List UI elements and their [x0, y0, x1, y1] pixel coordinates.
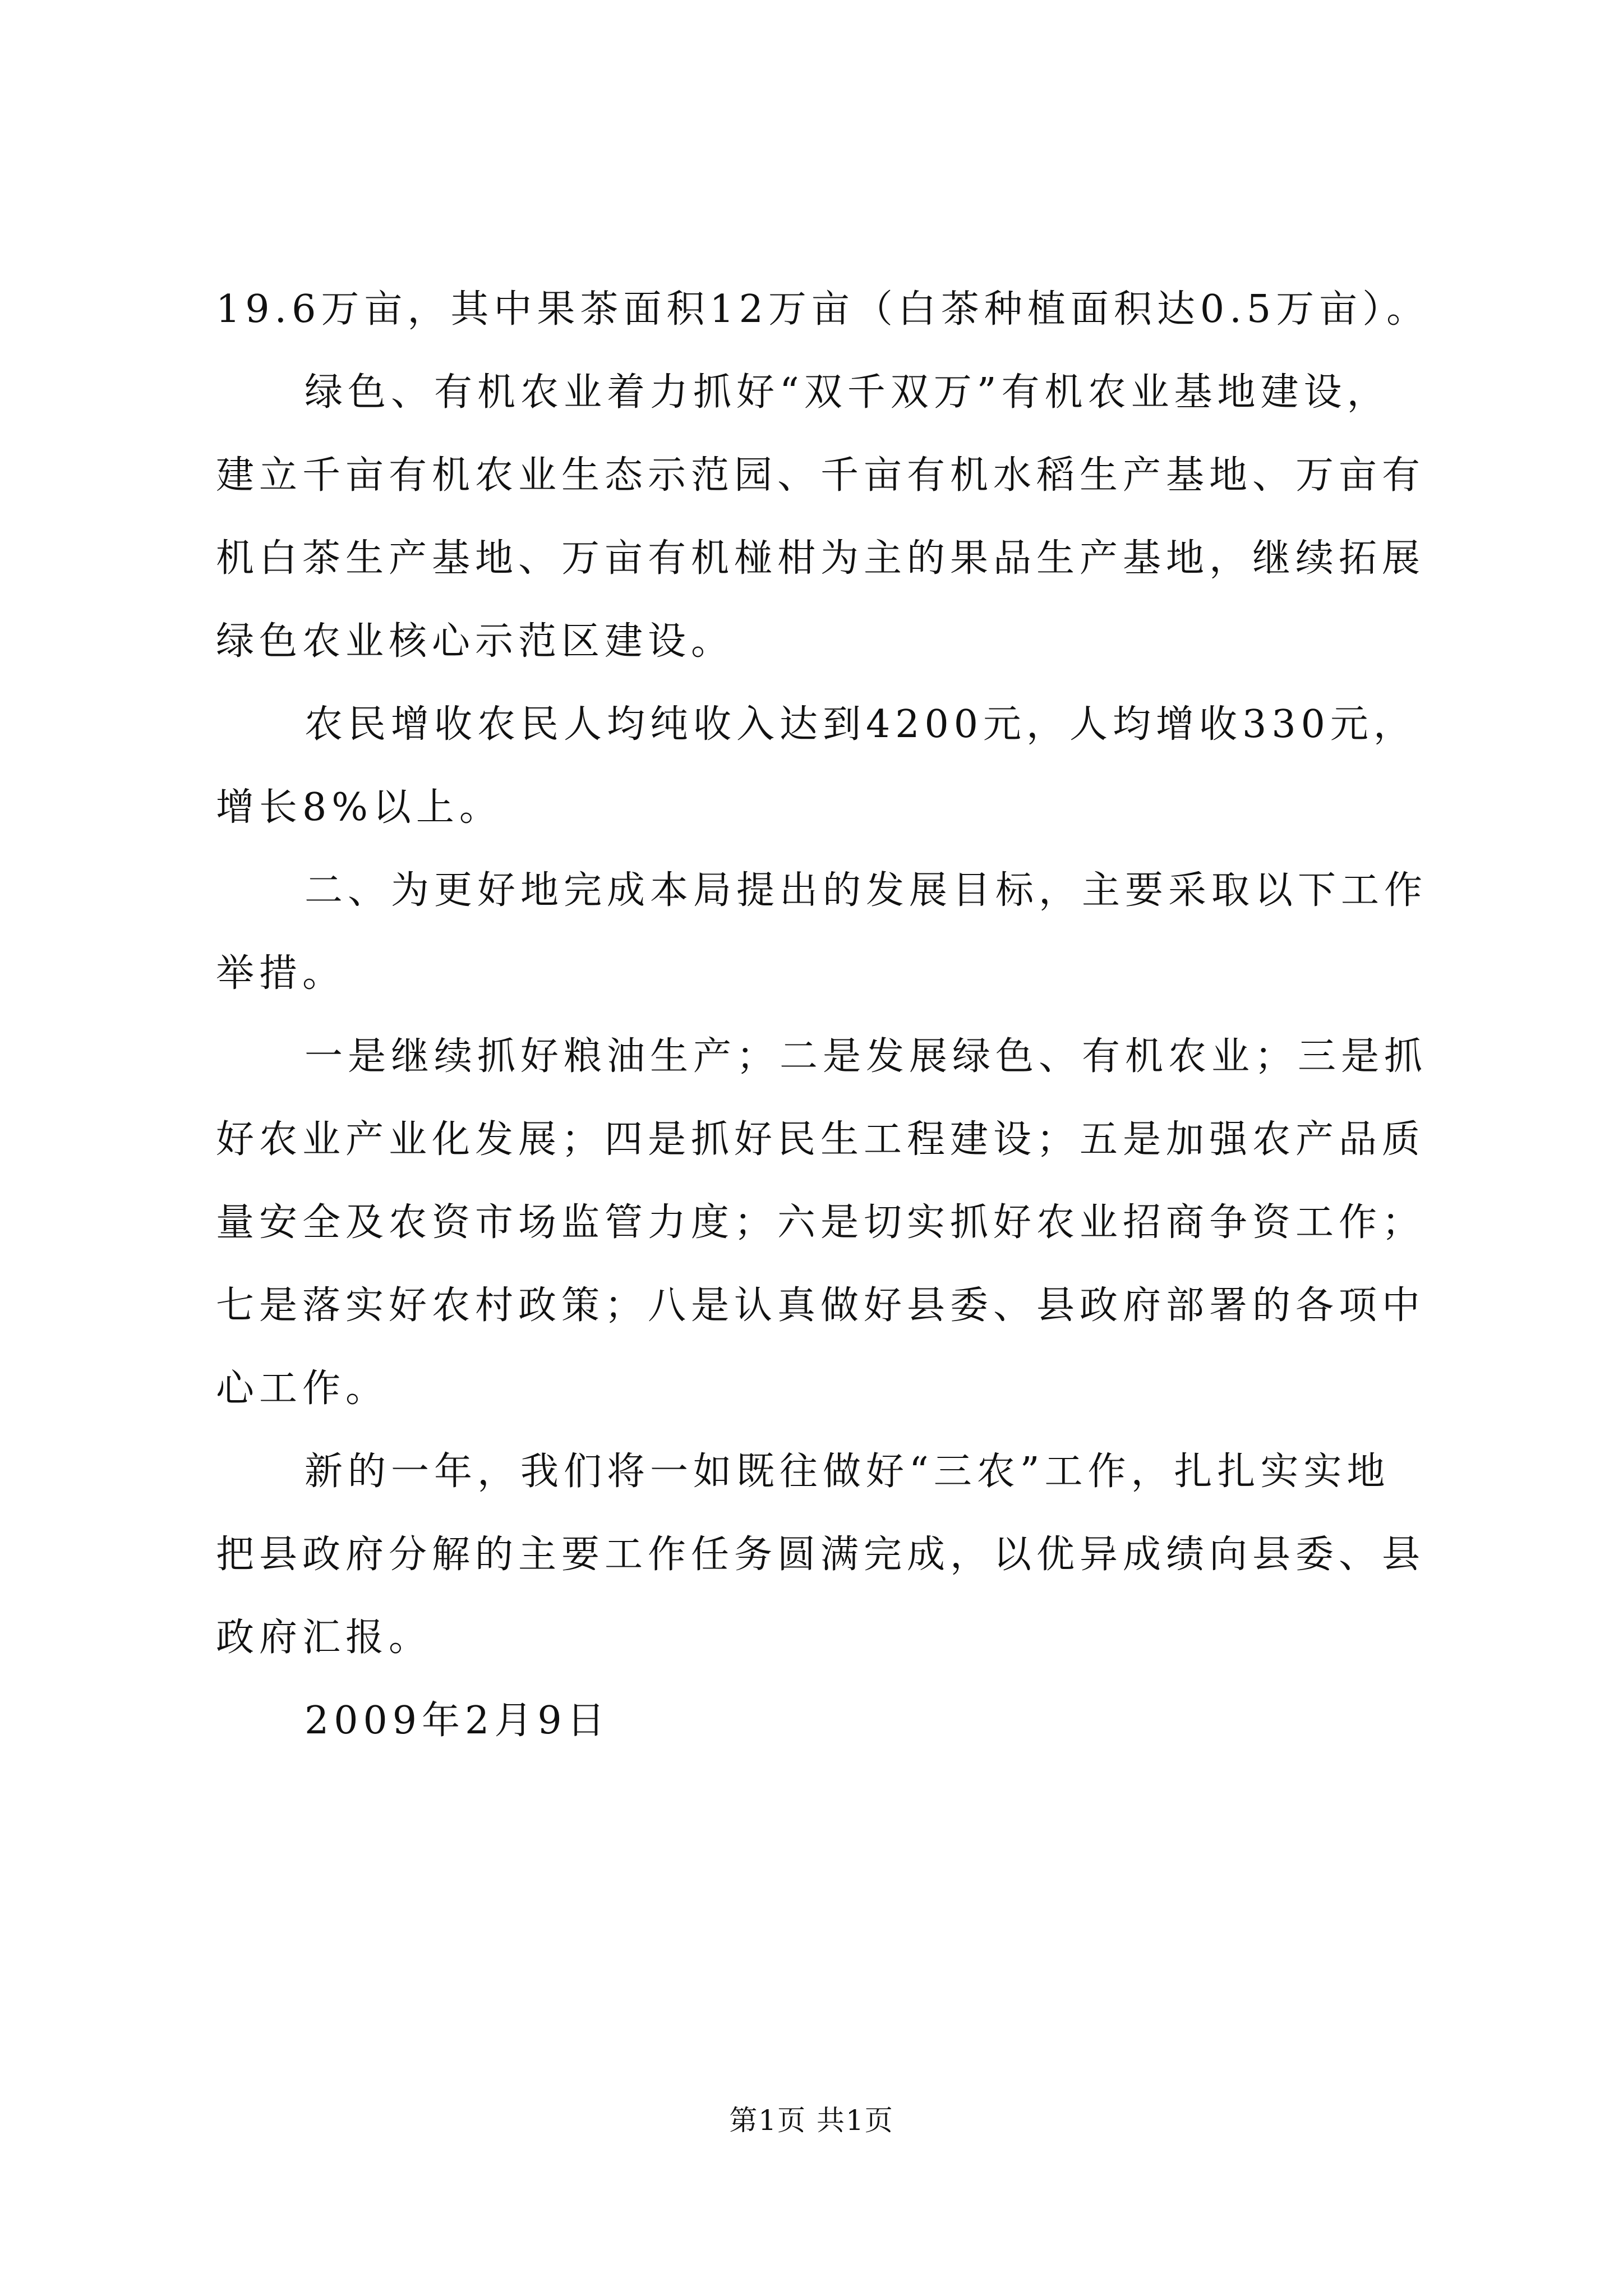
paragraph-new-year-start: 新的一年，我们将一如既往做好“三农”工作，扎扎实实地 — [305, 1450, 1390, 1494]
text-line: 把县政府分解的主要工作任务圆满完成，以优异成绩向县委、县 — [216, 1533, 1426, 1577]
paragraph-measures-heading: 二、为更好地完成本局提出的发展目标，主要采取以下工作 — [305, 868, 1428, 913]
text-line: 19.6万亩，其中果茶面积12万亩（白茶种植面积达0.5万亩）。 — [216, 287, 1430, 332]
document-date: 2009年2月9日 — [305, 1699, 610, 1743]
text-line: 机白茶生产基地、万亩有机椪柑为主的果品生产基地，继续拓展 — [216, 536, 1426, 581]
paragraph-income-start: 农民增收农民人均纯收入达到4200元，人均增收330元， — [305, 702, 1417, 747]
text-line: 量安全及农资市场监管力度；六是切实抓好农业招商争资工作； — [216, 1200, 1426, 1245]
paragraph-measures-list-start: 一是继续抓好粮油生产；二是发展绿色、有机农业；三是抓 — [305, 1034, 1428, 1079]
text-line: 绿色农业核心示范区建设。 — [216, 619, 735, 664]
page-number-footer: 第1页 共1页 — [729, 2104, 894, 2137]
text-line: 增长8%以上。 — [216, 785, 502, 830]
text-line: 政府汇报。 — [216, 1616, 432, 1660]
text-line: 好农业产业化发展；四是抓好民生工程建设；五是加强农产品质 — [216, 1117, 1426, 1162]
paragraph-green-organic-start: 绿色、有机农业着力抓好“双千双万”有机农业基地建设， — [305, 370, 1390, 415]
text-line: 心工作。 — [216, 1366, 389, 1411]
text-line: 建立千亩有机农业生态示范园、千亩有机水稻生产基地、万亩有 — [216, 453, 1426, 498]
text-line: 举措。 — [216, 951, 346, 996]
text-line: 七是落实好农村政策；八是认真做好县委、县政府部署的各项中 — [216, 1283, 1426, 1328]
document-body — [216, 268, 1430, 1763]
